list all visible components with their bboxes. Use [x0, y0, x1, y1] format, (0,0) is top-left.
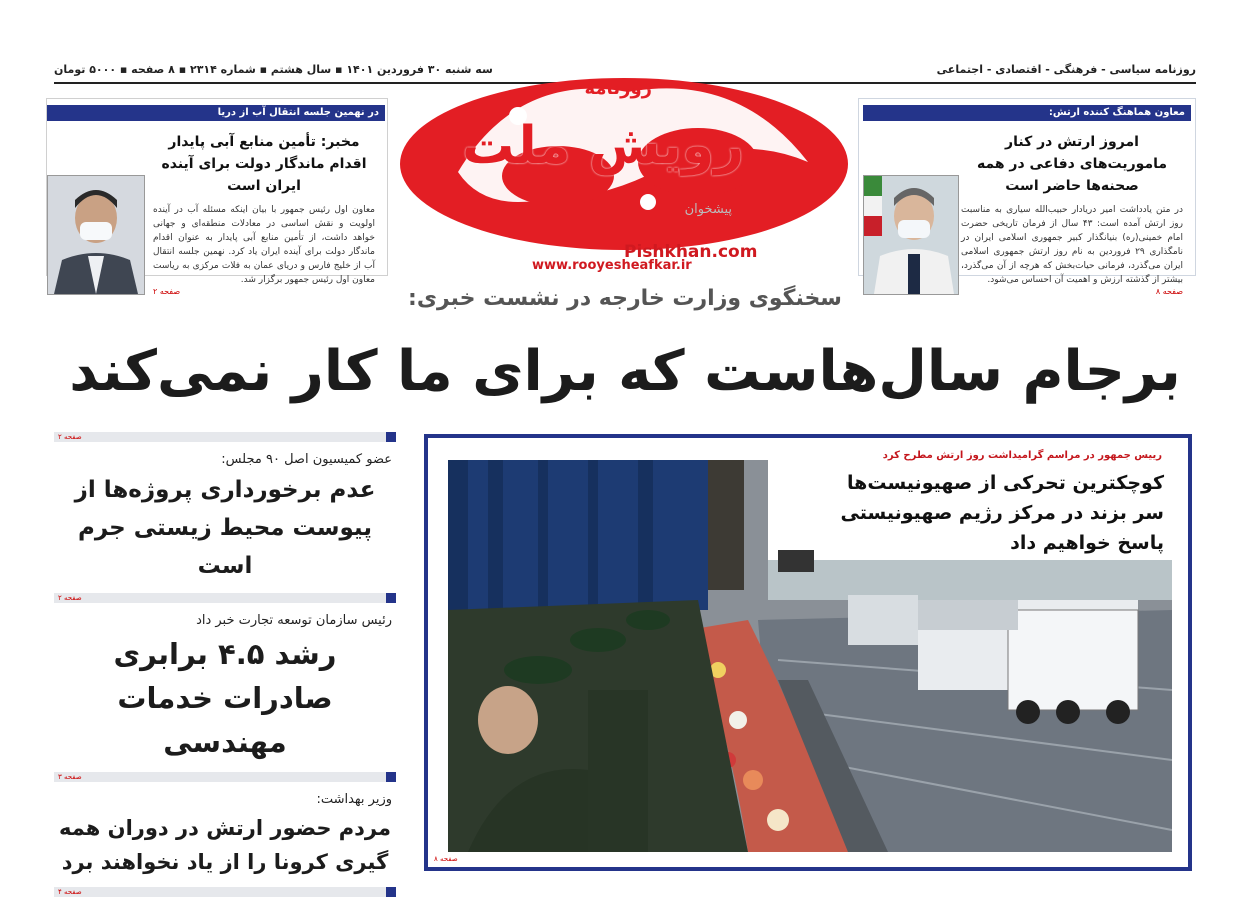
left-box-page: صفحه ۲: [153, 287, 181, 296]
watermark-site[interactable]: Pishkhan.com: [624, 242, 758, 262]
story-exports[interactable]: [54, 603, 396, 772]
right-box-body: در متن یادداشت امیر دریادار حبیب‌الله سیاری به مناسبت روز ارتش آمده است: ۴۳ سال از فرمان تاریخی حضرت امام خمینی(ره) بنیانگذار کبیر جمهوری اسلامی ایران در نامگذاری ۲۹ فروردین به نام روز ارتش جمهوری اسلامی ایران می‌گذرد، فرمانی حیات‌بخش که هرچه از آن می‌گذرد، بیشتر از گذشته ارزش و اهمیت آن احساس می‌شود.: [961, 205, 1183, 285]
story-kicker: رئیس سازمان توسعه تجارت خبر داد: [196, 613, 392, 628]
photo-story-frame[interactable]: [424, 434, 1192, 871]
photo-story-kicker: رییس جمهور در مراسم گرامیداشت روز ارتش مطرح کرد: [882, 450, 1162, 461]
watermark-text: پیشخوان: [684, 202, 732, 217]
main-headline[interactable]: برجام سال‌هاست که برای ما کار نمی‌کند: [69, 339, 1181, 404]
photo-story-headline[interactable]: کوچکترین تحرکی از صهیونیست‌ها سر بزند در مرکز رژیم صهیونیستی پاسخ خواهیم داد: [840, 472, 1164, 554]
story-kicker: وزیر بهداشت:: [316, 792, 392, 807]
masthead-small-label: روزنامه: [584, 78, 652, 99]
story-health[interactable]: [54, 782, 396, 887]
army-officer-photo: [863, 175, 959, 295]
main-subhead: سخنگوی وزارت خارجه در نشست خبری:: [408, 286, 842, 311]
story-headline[interactable]: مردم حضور ارتش در دوران همه گیری کرونا را از یاد نخواهند برد: [58, 816, 391, 874]
left-box-body: معاون اول رئیس جمهور با بیان اینکه مسئله آب در آینده اولویت و نقش اساسی در معادلات منطقه‌ای و جهانی خواهد داشت، از تأمین منابع آبی پایدار به عنوان اقدام ماندگار دولت برای آینده ایران یاد کرد. نهمین جلسه انتقال آب از خلیج فارس و دریای عمان به فلات مرکزی به ریاست معاون اول رئیس جمهور برگزار شد.: [153, 205, 375, 285]
issue-info: سه شنبه ۳۰ فروردین ۱۴۰۱ ▪ سال هشتم ▪ شماره ۲۳۱۴ ▪ ۸ صفحه ▪ ۵۰۰۰ تومان: [54, 63, 493, 76]
story-environment[interactable]: [54, 442, 396, 593]
masthead-name: رویش ملت: [462, 116, 744, 176]
story-bar: صفحه ۲: [54, 593, 396, 603]
story-bar: صفحه ۲: [54, 432, 396, 442]
vice-president-photo: [47, 175, 145, 295]
story-headline[interactable]: عدم برخورداری پروژه‌ها از پیوست محیط زیستی جرم است: [74, 477, 376, 579]
masthead[interactable]: [398, 52, 854, 280]
right-box-headline[interactable]: امروز ارتش در کنار ماموریت‌های دفاعی در همه صحنه‌ها حاضر است: [976, 134, 1168, 194]
right-box-tag: معاون هماهنگ کننده ارتش:: [863, 105, 1191, 121]
story-bar: صفحه ۴: [54, 887, 396, 897]
website-link[interactable]: www.rooyesheafkar.ir: [532, 258, 692, 273]
story-kicker: عضو کمیسیون اصل ۹۰ مجلس:: [221, 452, 392, 467]
left-box-tag: در نهمین جلسه انتقال آب از دریا: [47, 105, 385, 121]
side-stories-column: [54, 432, 396, 896]
right-box-page: صفحه ۸: [1155, 287, 1183, 296]
left-box-headline[interactable]: مخبر: تأمین منابع آبی پایدار اقدام ماندگار دولت برای آینده ایران است: [161, 134, 367, 194]
story-headline[interactable]: رشد ۴.۵ برابری صادرات خدمات مهندسی: [113, 637, 337, 759]
right-news-box[interactable]: [858, 98, 1196, 296]
newspaper-type: روزنامه سیاسی - فرهنگی - اقتصادی - اجتماعی: [936, 63, 1196, 76]
story-bar: صفحه ۳: [54, 772, 396, 782]
left-news-box[interactable]: [46, 98, 388, 296]
photo-story-page: صفحه ۸: [434, 855, 458, 863]
